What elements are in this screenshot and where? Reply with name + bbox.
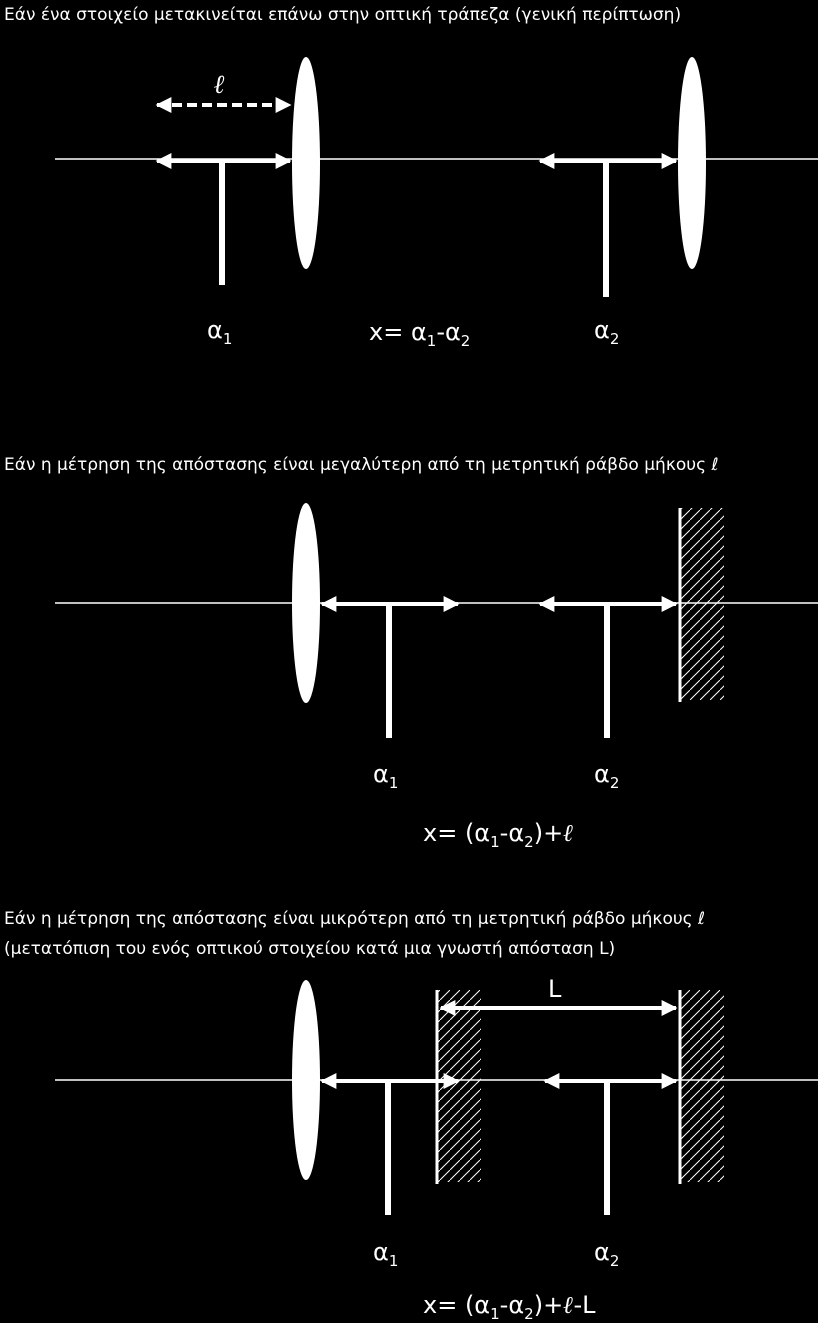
caption-panel-3-line1: Εάν η μέτρηση της απόστασης είναι μικρότερη από τη μετρητική ράβδο μήκους ℓ (4, 909, 706, 929)
lens-2 (292, 503, 320, 703)
caption-panel-1: Εάν ένα στοιχείο μετακινείται επάνω στην οπτική τράπεζα (γενική περίπτωση) (4, 5, 682, 25)
shift-length-label: L (548, 975, 562, 1003)
caption-panel-3-line2: (μετατόπιση του ενός οπτικού στοιχείου κατά μια γνωστή απόσταση L) (4, 939, 616, 959)
mirror-hatch-2 (680, 508, 724, 700)
label-alpha1-p1: $\alpha_1$ (207, 316, 233, 348)
lens-1-left (292, 57, 320, 269)
formula-panel-3: $x= (\alpha_1-\alpha_2)+\ell-L$ (423, 1290, 596, 1323)
label-alpha1-p2: $\alpha_1$ (373, 760, 399, 792)
mirror-hatch-3a (437, 990, 481, 1182)
mirror-hatch-3b (680, 990, 724, 1182)
panel-3-shorter-case (55, 980, 818, 1215)
label-alpha2-p2: $\alpha_2$ (594, 760, 620, 792)
panel-1-general-case (55, 57, 818, 297)
formula-panel-2: $x= (\alpha_1-\alpha_2)+\ell$ (423, 818, 574, 851)
label-alpha1-p3: $\alpha_1$ (373, 1238, 399, 1270)
panel-2-longer-case (55, 503, 818, 738)
rod-length-label: ℓ (214, 70, 226, 100)
label-alpha2-p1: $\alpha_2$ (594, 316, 620, 348)
lens-3 (292, 980, 320, 1180)
lens-1-right (678, 57, 706, 269)
caption-panel-2: Εάν η μέτρηση της απόστασης είναι μεγαλύτερη από τη μετρητική ράβδο μήκους ℓ (4, 455, 719, 475)
label-alpha2-p3: $\alpha_2$ (594, 1238, 620, 1270)
formula-panel-1: $x= \alpha_1-\alpha_2$ (369, 318, 471, 350)
